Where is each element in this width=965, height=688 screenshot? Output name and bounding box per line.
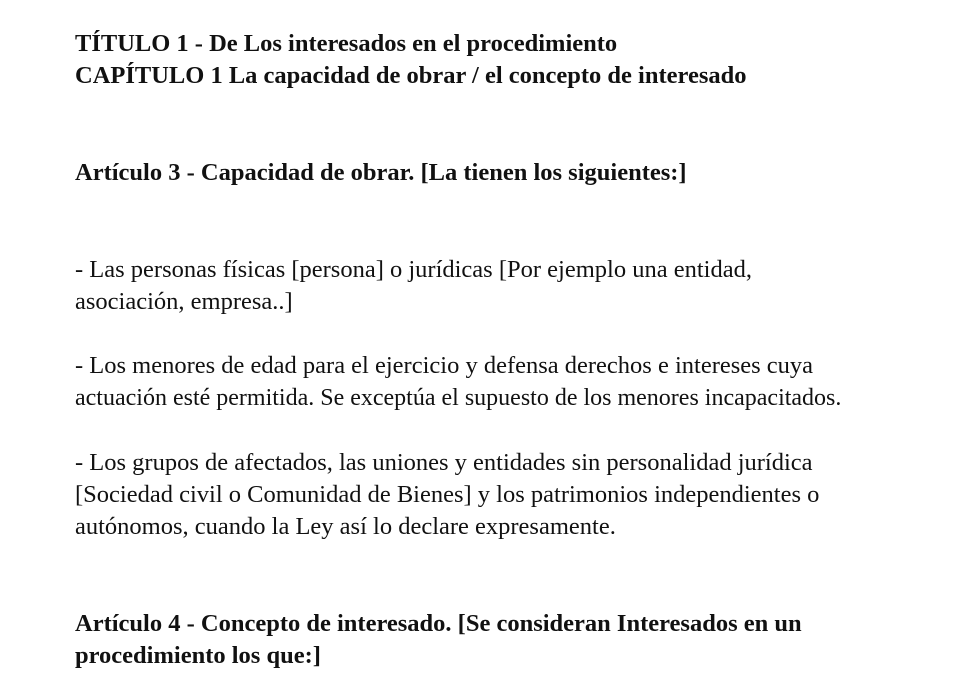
item-line: - Los grupos de afectados, las uniones y entidades sin personalidad jurídica [75, 449, 813, 476]
article-4-heading [75, 608, 802, 672]
item-line: - Los menores de edad para el ejercicio y defensa derechos e intereses cuya [75, 352, 814, 379]
item-line: asociación, empresa..] [75, 288, 293, 315]
item-line: autónomos, cuando la Ley así lo declare expresamente. [75, 513, 616, 540]
item-line: - Las personas físicas [persona] o jurídicas [Por ejemplo una entidad, [75, 256, 752, 283]
article-3-item-1 [75, 254, 752, 318]
document-header [75, 28, 746, 92]
article-3-item-2 [75, 350, 841, 414]
article-3-heading: Artículo 3 - Capacidad de obrar. [La tienen los siguientes:] [75, 159, 687, 186]
chapter-heading: CAPÍTULO 1 La capacidad de obrar / el concepto de interesado [75, 62, 747, 89]
heading-line: Artículo 4 - Concepto de interesado. [Se consideran Interesados en un [75, 610, 802, 637]
item-line: [Sociedad civil o Comunidad de Bienes] y los patrimonios independientes o [75, 481, 820, 508]
item-line: actuación esté permitida. Se exceptúa el supuesto de los menores incapacitados. [75, 385, 842, 411]
article-3-item-3 [75, 447, 819, 543]
heading-line: procedimiento los que:] [75, 642, 321, 669]
title-heading: TÍTULO 1 - De Los interesados en el procedimiento [75, 30, 618, 57]
